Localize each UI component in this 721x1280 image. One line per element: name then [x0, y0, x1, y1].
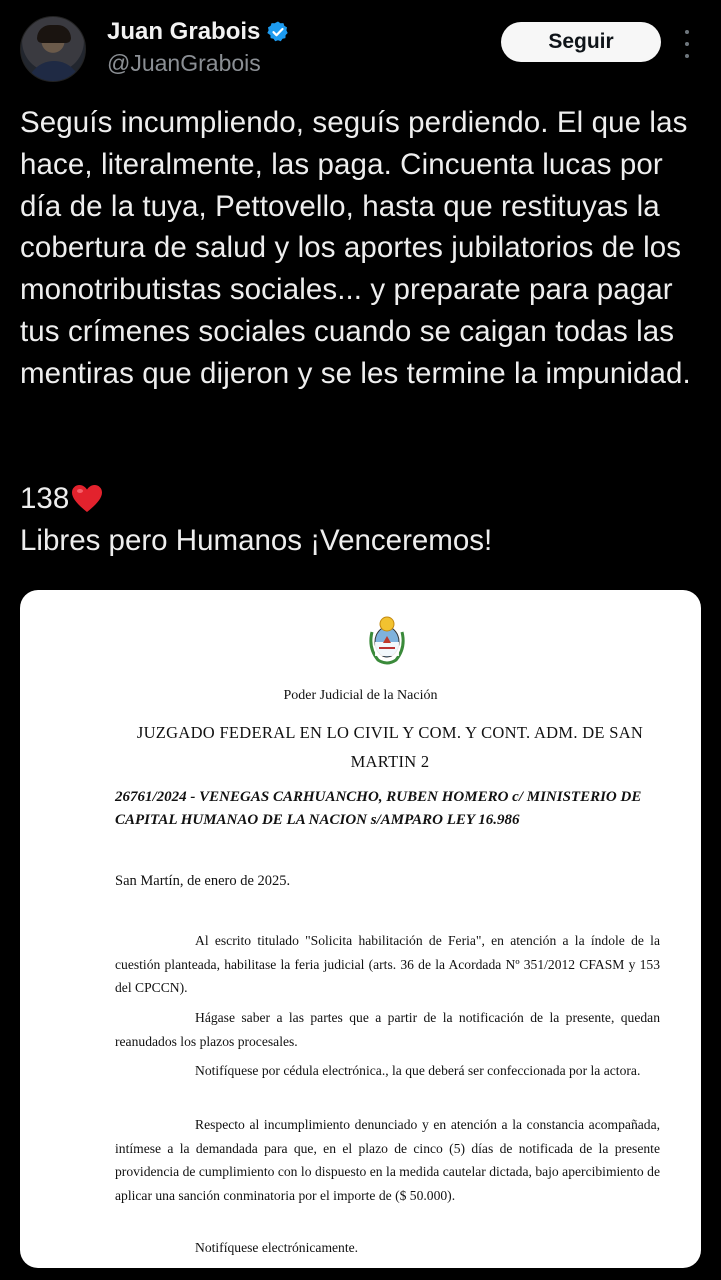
tweet-header: [0, 0, 721, 90]
document-paragraph: Hágase saber a las partes que a partir de la notificación de la presente, quedan reanudados los plazos procesales.: [115, 1010, 660, 1049]
document-case: 26761/2024 - VENEGAS CARHUANCHO, RUBEN HOMERO c/ MINISTERIO DE CAPITAL HUMANAO DE LA NACION s/AMPARO LEY 16.986: [115, 789, 642, 828]
slogan: Libres pero Humanos ¡Venceremos!: [20, 524, 493, 557]
avatar-hair: [37, 25, 71, 43]
attached-document-image[interactable]: [20, 590, 701, 1268]
count-line: [20, 478, 103, 520]
handle[interactable]: @JuanGrabois: [107, 50, 261, 76]
document-paragraph: Respecto al incumplimiento denunciado y en atención a la constancia acompañada, intímese a la demandada para que, en el plazo de cinco (5) días de notificada de la presente providencia de cumplimiento con lo dispuesto en la medida cautelar dictada, bajo apercibimiento de aplicar una sanción conminatoria por el importe de ($ 50.000).: [115, 1117, 660, 1203]
display-name[interactable]: Juan Grabois: [107, 18, 261, 45]
document-paragraph: Al escrito titulado "Solicita habilitación de Feria", en atención a la índole de la cuestión planteada, habilitase la feria judicial (arts. 36 de la Acordada Nº 351/2012 CFASM y 153 del CPCCN).: [115, 933, 660, 995]
red-heart-icon: [71, 484, 103, 514]
verified-badge-icon: [266, 20, 290, 44]
national-coat-of-arms-icon: [366, 610, 408, 666]
avatar-body: [27, 61, 81, 82]
follow-button[interactable]: Seguir: [501, 22, 661, 62]
document-organization: Poder Judicial de la Nación: [283, 688, 438, 703]
tweet-text: Seguís incumpliendo, seguís perdiendo. El que las hace, literalmente, las paga. Cincuenta lucas por día de la tuya, Pettovello, hasta que restituyas la cobertura de salud y los aportes jubilatorios de los monotributistas sociales... y preparate para pagar tus crímenes sociales cuando se caigan todas las mentiras que dijeron y se les termine la impunidad.: [20, 106, 696, 390]
avatar[interactable]: [20, 16, 86, 82]
count-number: 138: [20, 482, 70, 515]
document-paragraph: Notifíquese electrónicamente.: [195, 1240, 359, 1255]
more-options-icon[interactable]: [680, 30, 694, 58]
document-date: San Martín, de enero de 2025.: [115, 873, 291, 889]
name-row: [107, 18, 290, 46]
document-paragraph: Notifíquese por cédula electrónica., la que deberá ser confeccionada por la actora.: [195, 1063, 641, 1078]
document-court: JUZGADO FEDERAL EN LO CIVIL Y COM. Y CONT. ADM. DE SAN MARTIN 2: [136, 723, 644, 771]
